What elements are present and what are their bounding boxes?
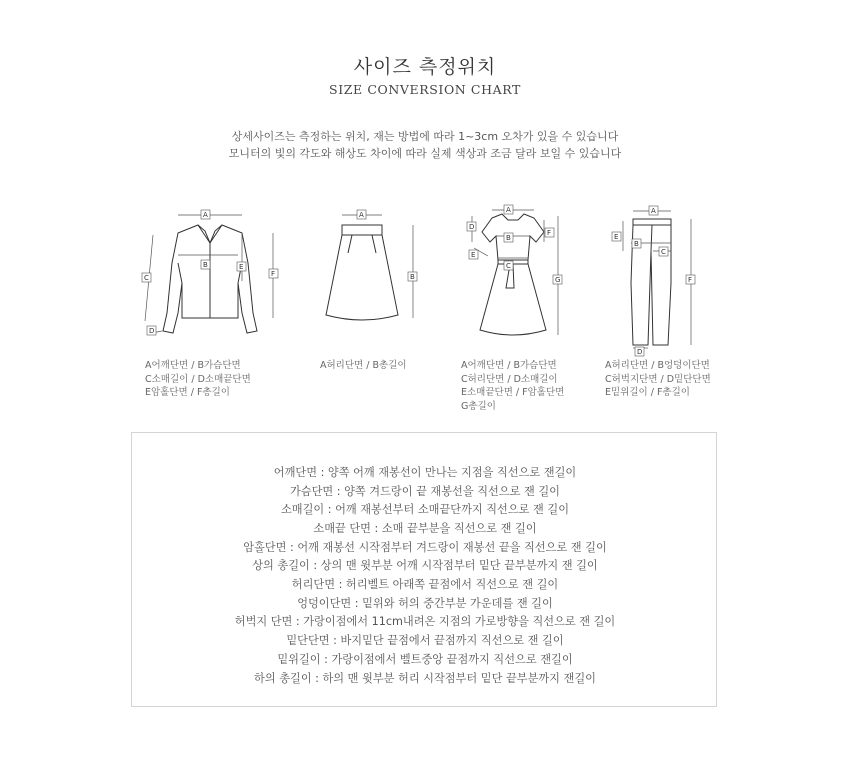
shirt-marker-c: C — [144, 274, 149, 282]
dress-marker-a: A — [506, 206, 511, 214]
shirt-marker-f: F — [271, 270, 276, 278]
pants-marker-d: D — [637, 348, 643, 356]
shirt-marker-e: E — [239, 263, 244, 271]
pants-caption-line: A허리단면 / B엉덩이단면 — [605, 360, 710, 371]
pants-caption-line: C허벅지단면 / D밑단단면 — [605, 373, 711, 385]
definition-line: 허리단면 : 허리벨트 아래쪽 끝점에서 직선으로 잰 길이 — [291, 578, 559, 591]
pants-marker-c: C — [661, 248, 666, 256]
definition-line: 밑위길이 : 가랑이점에서 벨트중앙 끝점까지 직선으로 잰길이 — [277, 653, 573, 666]
shirt-marker-a: A — [203, 211, 208, 219]
definition-line: 가슴단면 : 양쪽 겨드랑이 끝 재봉선을 직선으로 잰 길이 — [290, 485, 560, 498]
dress-marker-c: C — [506, 262, 511, 270]
notice-line-2: 모니터의 빛의 각도와 해상도 차이에 따라 실제 색상과 조금 달라 보일 수 있습니다 — [228, 147, 622, 160]
pants-marker-e: E — [614, 233, 619, 241]
dress-marker-e: E — [471, 251, 476, 259]
dress-caption-line: A어깨단면 / B가슴단면 — [461, 360, 557, 371]
definition-line: 하의 총길이 : 하의 맨 윗부분 허리 시작점부터 밑단 끝부분까지 잰길이 — [254, 672, 596, 685]
definition-line: 엉덩이단면 : 밑위와 허의 중간부분 가운데를 잰 길이 — [297, 597, 553, 610]
definition-line: 허벅지 단면 : 가랑이점에서 11cm내려온 지점의 가로방향을 직선으로 잰 길이 — [234, 615, 616, 628]
pants-marker-b: B — [634, 240, 639, 248]
shirt-marker-b: B — [203, 261, 208, 269]
definitions-box — [131, 432, 717, 707]
dress-caption-line: C허리단면 / D소매길이 — [461, 373, 558, 385]
dress-caption — [461, 359, 564, 413]
page-title: 사이즈 측정위치 — [353, 56, 497, 78]
shirt-caption-line: A어깨단면 / B가슴단면 — [145, 360, 241, 371]
definition-line: 어깨단면 : 양쪽 어깨 재봉선이 만나는 지점을 직선으로 잰길이 — [273, 466, 577, 479]
shirt-marker-d: D — [149, 327, 155, 335]
definition-line: 소매끝 단면 : 소매 끝부분을 직선으로 잰 길이 — [313, 522, 537, 535]
dress-marker-g: G — [555, 276, 561, 284]
shirt-diagram — [130, 203, 290, 343]
page-subtitle: SIZE CONVERSION CHART — [329, 82, 521, 97]
shirt-caption-line: E암홀단면 / F총길이 — [145, 387, 230, 398]
definition-line: 밑단단면 : 바지밑단 끝점에서 끝점까지 직선으로 잰 길이 — [286, 634, 564, 647]
notice-line-1: 상세사이즈는 측정하는 위치, 재는 방법에 따라 1~3cm 오차가 있을 수 있습니다 — [231, 130, 619, 143]
shirt-caption-line: C소매길이 / D소매끝단면 — [145, 373, 251, 385]
pants-diagram — [605, 203, 705, 358]
dress-marker-f: F — [547, 229, 552, 237]
shirt-caption — [145, 359, 251, 400]
dress-caption-line: G총길이 — [461, 400, 496, 412]
pants-caption — [605, 359, 711, 400]
pants-marker-a: A — [651, 207, 656, 215]
definition-line: 소매길이 : 어깨 재봉선부터 소매끝단까지 직선으로 잰 길이 — [280, 503, 570, 516]
dress-diagram — [460, 200, 570, 350]
definition-line: 상의 총길이 : 상의 맨 윗부분 어깨 시작점부터 밑단 끝부분까지 잰 길이 — [252, 559, 598, 572]
pants-caption-line: E밑위길이 / F총길이 — [605, 387, 690, 398]
pants-marker-f: F — [688, 276, 693, 284]
dress-marker-b: B — [506, 234, 511, 242]
skirt-caption — [320, 359, 407, 373]
dress-marker-d: D — [469, 223, 475, 231]
dress-caption-line: E소매끝단면 / F암홀단면 — [461, 387, 565, 398]
skirt-caption-line: A허리단면 / B총길이 — [320, 360, 407, 371]
skirt-diagram — [320, 203, 430, 343]
skirt-marker-a: A — [359, 211, 364, 219]
skirt-marker-b: B — [410, 273, 415, 281]
definition-line: 암홀단면 : 어깨 재봉선 시작점부터 겨드랑이 재봉선 끝을 직선으로 잰 길이 — [243, 541, 607, 554]
